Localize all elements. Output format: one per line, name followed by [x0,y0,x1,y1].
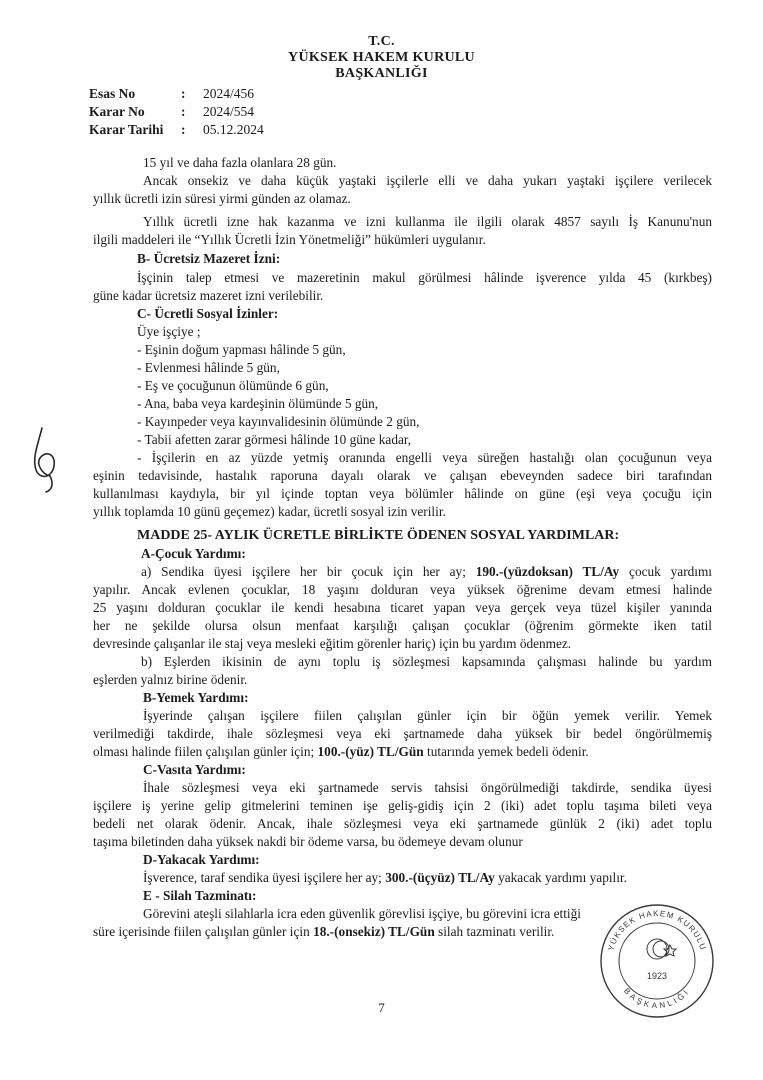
section-heading: C- Ücretli Sosyal İzinler: [137,306,279,321]
text-line: eşinin tedavisinde, hastalık raporuna dayalı olarak ve çalışan ebeveynden sadece biri tarafından [93,468,712,483]
text-run: olması halinde fiilen çalışılan günler için; [93,744,318,759]
page-number: 7 [378,1000,385,1015]
text-line: İşyerinde çalışan işçilere fiilen çalışılan günler için bir öğün yemek verilir. Yemek [143,708,712,723]
section-heading: E - Silah Tazminatı: [143,888,257,903]
text-line: eşlerden yalnız birine ödenir. [93,672,248,687]
stamp-year: 1923 [646,971,668,981]
meta-sep: : [181,86,186,101]
meta-value: 2024/554 [203,104,255,119]
section-heading: C-Vasıta Yardımı: [143,762,246,777]
text-run: a) Sendika üyesi işçilere her bir çocuk için her ay; [141,564,476,579]
text-line: verilmediği takdirde, ihale sözleşmesi veya eki şartnamede daha yüksek bir bedel öngörülmemiş [93,726,712,741]
text-line: Üye işçiye ; [137,324,201,339]
meta-label: Karar No [89,104,145,119]
list-item: - Kayınpeder veya kayınvalidesinin ölümünde 2 gün, [137,414,420,429]
text-run: silah tazminatı verilir. [434,924,555,939]
text-line [93,744,589,760]
text-line: İşçinin talep etmesi ve mazeretinin makul görülmesi hâlinde işverence yılda 45 (kırkbeş) [137,270,712,285]
text-line: kullanılması kaydıyla, bir yıl içinde toptan veya bölümler hâlinde on güne (eşi veya çocuğu için [93,486,712,501]
text-line: devresinde çalışanlar ile staj veya mesleki eğitim görenler hariç) için bu yardım ödenmez. [93,636,572,651]
text-line: yıllık toplamda 10 günü geçemez) kadar, ücretli sosyal izin verilir. [93,504,446,519]
section-heading: D-Yakacak Yardımı: [143,852,260,867]
text-line: İhale sözleşmesi veya eki şartnamede servis tahsisi öngörülmediği takdirde, sendika üyesi [143,780,712,795]
text-line: Ancak onsekiz ve daha küçük yaştaki işçilerle elli ve daha yukarı yaştaki işçilere verilecek [143,173,712,188]
text-line: Görevini ateşli silahlarla icra eden güvenlik görevlisi işçiye, bu görevini icra ettiği [143,906,581,921]
text-line: 25 yaşını dolduran çocuklar ile kendi hesabına ticaret yapan veya gerçek veya tüzel kişiler yanında [93,600,712,615]
text-line: ilgili maddeleri ile “Yıllık Ücretli İzin Yönetmeliği” hükümleri uygulanır. [93,232,486,247]
text-line: bedeli net olarak ödenir. Ancak, ihale sözleşmesi veya eki şartnamede günlük 2 (iki) adet toplu [93,816,712,831]
amount-text: 18.-(onsekiz) TL/Gün [313,924,435,939]
list-item: - Eşinin doğum yapması hâlinde 5 gün, [137,342,346,357]
amount-text: 190.-(yüzdoksan) TL/Ay [475,564,620,579]
text-line: 15 yıl ve daha fazla olanlara 28 gün. [143,155,337,170]
text-line: taşıma biletinden daha yüksek nakdi bir ödeme varsa, bu ödemeye devam olunur [93,834,523,849]
text-line [143,870,627,886]
meta-value: 2024/456 [203,86,255,101]
text-run: çocuk yardımı [619,564,712,579]
text-line [93,924,554,940]
text-run: süre içerisinde fiilen çalışılan günler için [93,924,314,939]
handwritten-initial [28,424,62,494]
meta-sep: : [181,122,186,137]
list-item: - Ana, baba veya kardeşinin ölümünde 5 gün, [137,396,379,411]
meta-label: Esas No [89,86,136,101]
header-tc: T.C. [368,34,395,49]
text-line: her ne şekilde olursa olsun menfaat karşılığı çalışan çocuklar (öğrenim görmekte iken tatil [93,618,712,633]
amount-text: 100.-(yüz) TL/Gün [317,744,424,759]
stamp-text-bottom: BAŞKANLIĞI [622,986,692,1011]
list-item: - Eş ve çocuğunun ölümünde 6 gün, [137,378,329,393]
article-heading: MADDE 25- AYLIK ÜCRETLE BİRLİKTE ÖDENEN SOSYAL YARDIMLAR: [137,528,620,543]
section-heading: A-Çocuk Yardımı: [141,546,246,561]
text-line: güne kadar ücretsiz mazeret izni verilebilir. [93,288,324,303]
text-line: yıllık ücretli izin süresi yirmi günden az olamaz. [93,191,351,206]
text-line: Yıllık ücretli izne hak kazanma ve izni kullanma ile ilgili olarak 4857 sayılı İş Kanunu'nun [143,214,712,229]
meta-value: 05.12.2024 [203,122,264,137]
text-line: b) Eşlerden ikisinin de aynı toplu iş sözleşmesi kapsamında çalışması halinde bu yardım [141,654,712,669]
text-run: tutarında yemek bedeli ödenir. [423,744,589,759]
text-line [141,564,712,580]
list-item: - Evlenmesi hâlinde 5 gün, [137,360,280,375]
text-line: yapılır. Ancak evlenen çocuklar, 18 yaşını dolduran veya yüksek öğrenime devam etmesi halinde [93,582,712,597]
list-item: - İşçilerin en az yüzde yetmiş oranında engelli veya süreğen hastalığı olan çocuğunun veya [137,450,712,465]
meta-esas-no [89,86,254,102]
text-line: işçilere iş yerine gelip gitmelerini teminen işe geliş-gidiş için 2 (iki) adet toplu taşıma bileti veya [93,798,712,813]
section-heading: B-Yemek Yardımı: [143,690,249,705]
meta-karar-tarihi [89,122,264,138]
meta-sep: : [181,104,186,119]
section-heading: B- Ücretsiz Mazeret İzni: [137,251,281,266]
meta-label: Karar Tarihi [89,122,164,137]
stamp-text-top: YÜKSEK HAKEM KURULU [606,908,708,952]
list-item: - Tabii afetten zarar görmesi hâlinde 10 güne kadar, [137,432,412,447]
header-department: BAŞKANLIĞI [335,66,428,81]
header-institution: YÜKSEK HAKEM KURULU [288,50,475,65]
amount-text: 300.-(üçyüz) TL/Ay [385,870,495,885]
meta-karar-no [89,104,254,120]
text-run: yakacak yardımı yapılır. [494,870,627,885]
text-run: İşverence, taraf sendika üyesi işçilere her ay; [143,870,386,885]
